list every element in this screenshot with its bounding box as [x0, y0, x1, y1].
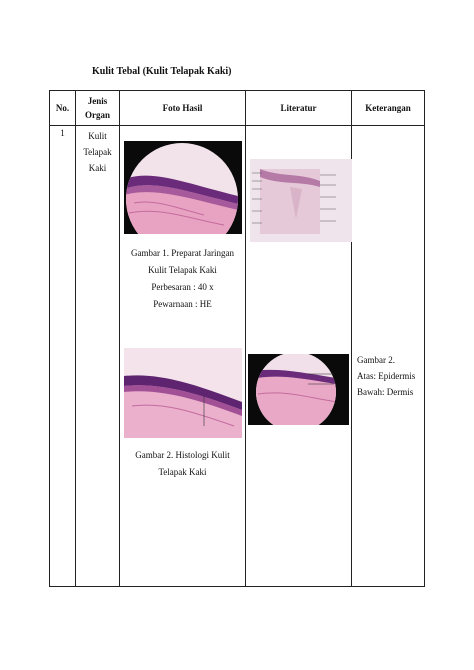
caption-2-line2: Telapak Kaki	[158, 467, 207, 477]
header-foto: Foto Hasil	[120, 91, 246, 126]
header-organ-line1: Jenis	[87, 96, 108, 106]
header-literatur: Literatur	[246, 91, 352, 126]
caption-1-line2: Kulit Telapak Kaki	[148, 265, 217, 275]
row-no: 1	[50, 126, 76, 587]
row-foto-cell	[120, 126, 246, 587]
keterangan-line2: Atas: Epidermis	[357, 371, 416, 381]
organ-line2: Telapak	[83, 147, 112, 157]
observation-table	[49, 90, 425, 587]
literature-micrograph-image-2	[248, 354, 349, 425]
caption-2	[120, 447, 245, 481]
table-header-row	[50, 91, 425, 126]
header-no: No.	[50, 91, 76, 126]
header-organ	[76, 91, 120, 126]
literature-diagram-image-1	[250, 159, 352, 242]
header-keterangan: Keterangan	[352, 91, 425, 126]
organ-line3: Kaki	[88, 163, 107, 173]
row-keterangan-cell	[352, 126, 425, 587]
page-title: Kulit Tebal (Kulit Telapak Kaki)	[92, 66, 232, 77]
caption-1-line3: Perbesaran : 40 x	[151, 282, 214, 292]
caption-1	[120, 245, 245, 313]
organ-line1: Kulit	[88, 131, 107, 141]
keterangan-line3: Bawah: Dermis	[357, 387, 414, 397]
row-organ	[76, 126, 120, 587]
caption-2-line1: Gambar 2. Histologi Kulit	[135, 450, 230, 460]
row-literatur-cell	[246, 126, 352, 587]
micrograph-image-2	[124, 348, 242, 438]
caption-1-line1: Gambar 1. Preparat Jaringan	[131, 248, 234, 258]
caption-1-line4: Pewarnaan : HE	[153, 299, 212, 309]
keterangan-line1: Gambar 2.	[357, 355, 395, 365]
header-organ-line2: Organ	[84, 110, 110, 120]
table-row	[50, 126, 425, 587]
keterangan-text	[357, 352, 415, 400]
micrograph-image-1	[124, 141, 242, 234]
